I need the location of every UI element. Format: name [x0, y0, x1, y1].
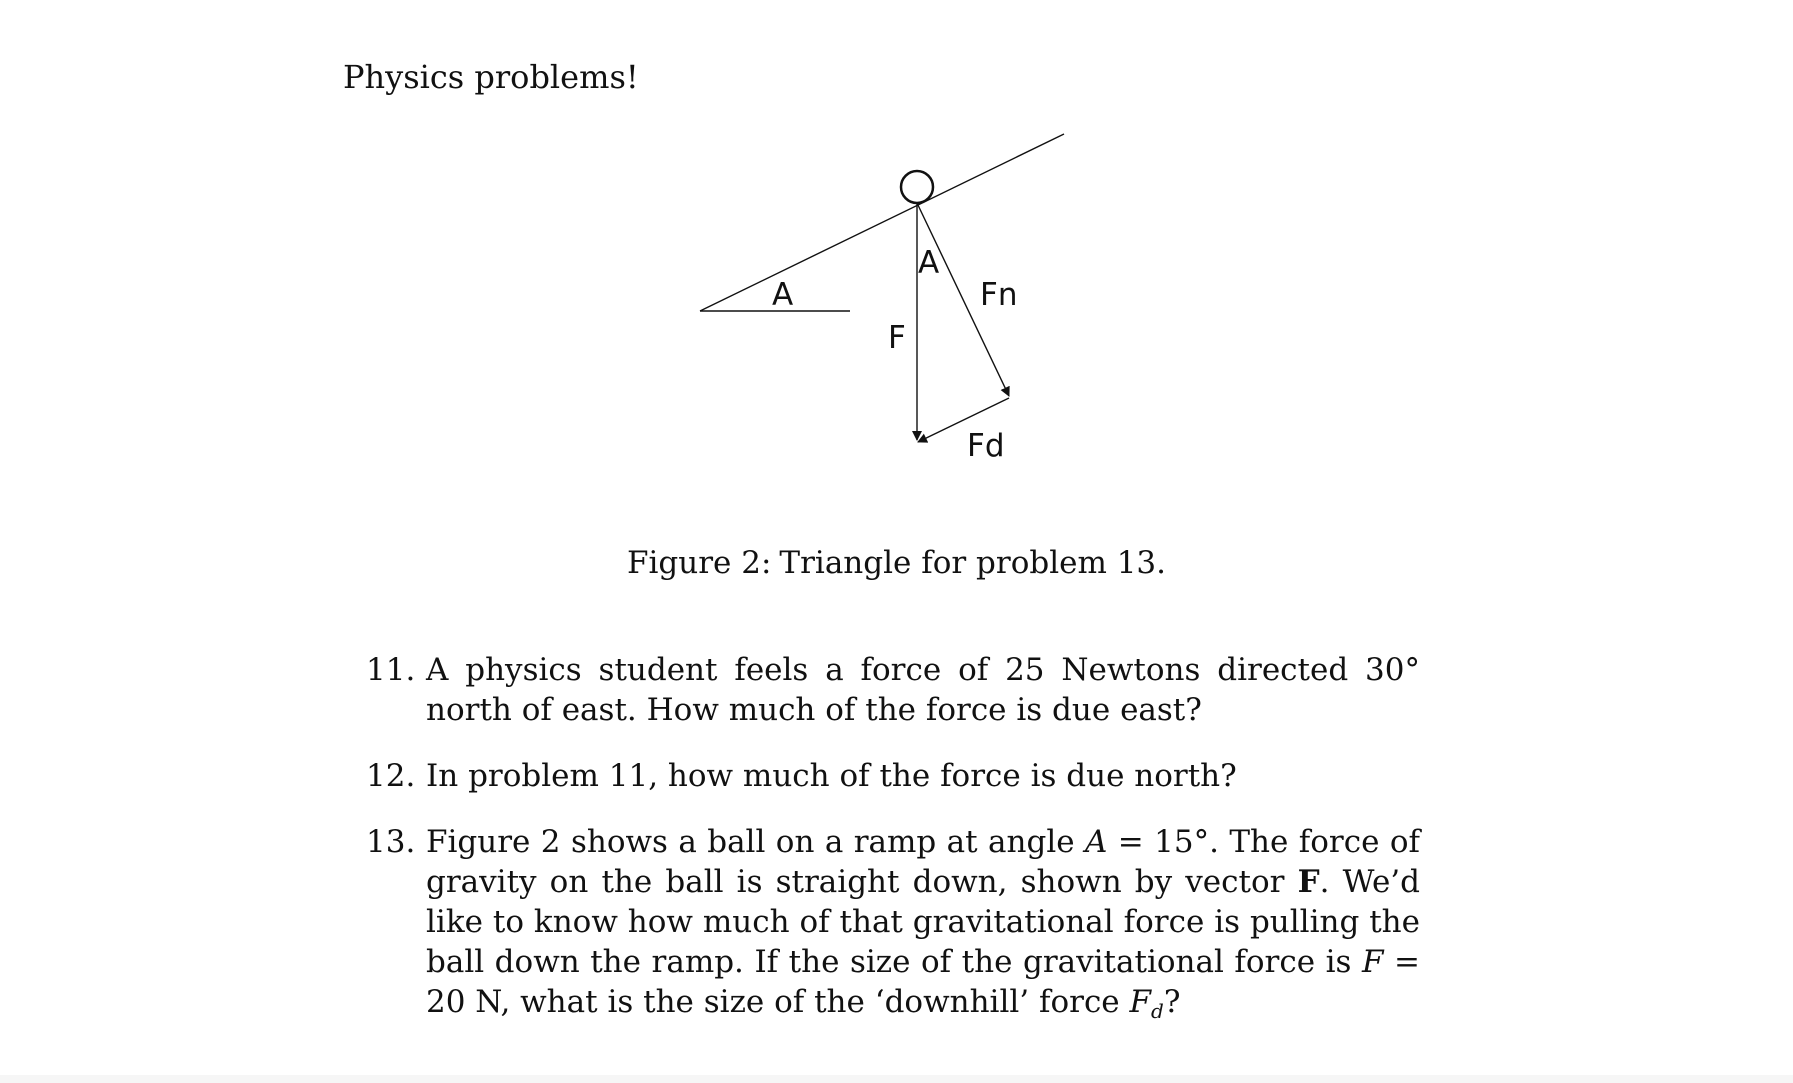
- problem-12: [366, 756, 1420, 796]
- normal-force-label: Fn: [980, 277, 1018, 313]
- angle-label-top: A: [918, 245, 940, 281]
- math-variable-fd: [1129, 984, 1164, 1023]
- problem-11: [366, 650, 1420, 730]
- figure-caption: [0, 545, 1793, 582]
- page-title: Physics problems!: [343, 58, 639, 96]
- math-variable-a: A: [1084, 824, 1108, 860]
- problem-text: A physics student feels a force of 25 Newtons directed 30° north of east. How much of the force is due east?: [426, 652, 1420, 728]
- ramp-force-diagram: [650, 120, 1120, 480]
- problem-list: [366, 650, 1420, 1057]
- problem-text-part: ?: [1163, 984, 1181, 1020]
- problem-text-part: = 20 N, what is the size of the ‘downhill’ force: [426, 944, 1420, 1020]
- figure-caption-label: Figure 2:: [626, 545, 772, 581]
- footer-strip: [0, 1075, 1793, 1083]
- problem-text-part: = 15°. The force of gravity on the ball is straight down, shown by vector: [426, 824, 1420, 900]
- problem-13: [366, 822, 1420, 1031]
- problem-number: 11.: [366, 652, 416, 688]
- problem-number: 13.: [366, 824, 416, 860]
- problem-text-part: Figure 2 shows a ball on a ramp at angle: [426, 824, 1085, 860]
- problem-text-part: . We’d like to know how much of that gravitational force is pulling the ball down the ramp. If the size of the gravitational force is: [426, 864, 1420, 980]
- diagram-svg: [650, 120, 1120, 480]
- problem-text: In problem 11, how much of the force is due north?: [426, 758, 1237, 794]
- downhill-label: Fd: [967, 428, 1005, 464]
- vector-f: F: [1297, 864, 1320, 900]
- problem-text: [426, 824, 1420, 1023]
- problem-number: 12.: [366, 758, 416, 794]
- figure-caption-text: Triangle for problem 13.: [779, 545, 1167, 581]
- angle-label-left: A: [772, 277, 794, 313]
- gravity-label: F: [888, 320, 906, 356]
- ball: [901, 171, 933, 203]
- math-variable-f: F: [1361, 944, 1384, 980]
- fd-base: F: [1129, 984, 1152, 1020]
- fd-subscript: d: [1151, 999, 1164, 1023]
